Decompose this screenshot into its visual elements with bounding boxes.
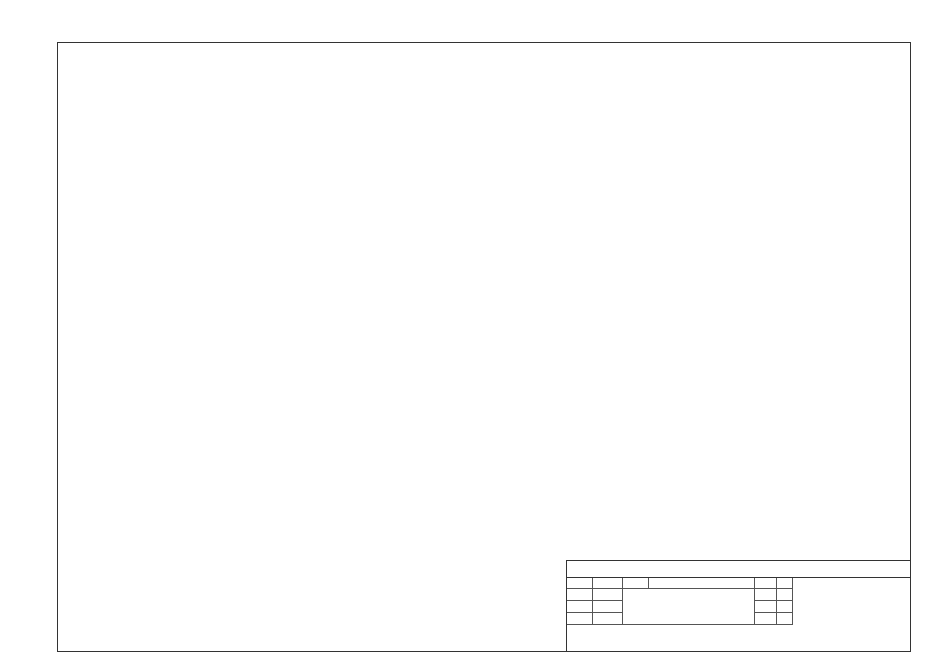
right-column [496, 142, 856, 154]
tb-value-name [593, 589, 623, 601]
tb-label-advisor [567, 613, 593, 625]
tb-label-class [567, 578, 593, 589]
left-column [88, 138, 448, 158]
tb-label-check [567, 601, 593, 613]
tb-label-name [567, 589, 593, 601]
tb-value-class [593, 578, 623, 589]
tb-meta-label [755, 578, 777, 589]
tb-drawing-box [623, 589, 755, 625]
tb-meta-value [777, 589, 793, 601]
tb-value-check [593, 601, 623, 613]
tb-project-label [623, 578, 649, 589]
tb-meta-label [755, 589, 777, 601]
tb-value-advisor [593, 613, 623, 625]
tb-meta-label [755, 601, 777, 613]
tb-meta-value [777, 601, 793, 613]
tb-project-name [649, 578, 755, 589]
tb-meta-label [755, 613, 777, 625]
tb-meta-value [777, 578, 793, 589]
title-block [566, 560, 910, 651]
school-name [567, 561, 910, 578]
title-block-grid [567, 578, 910, 651]
tb-meta-value [777, 613, 793, 625]
